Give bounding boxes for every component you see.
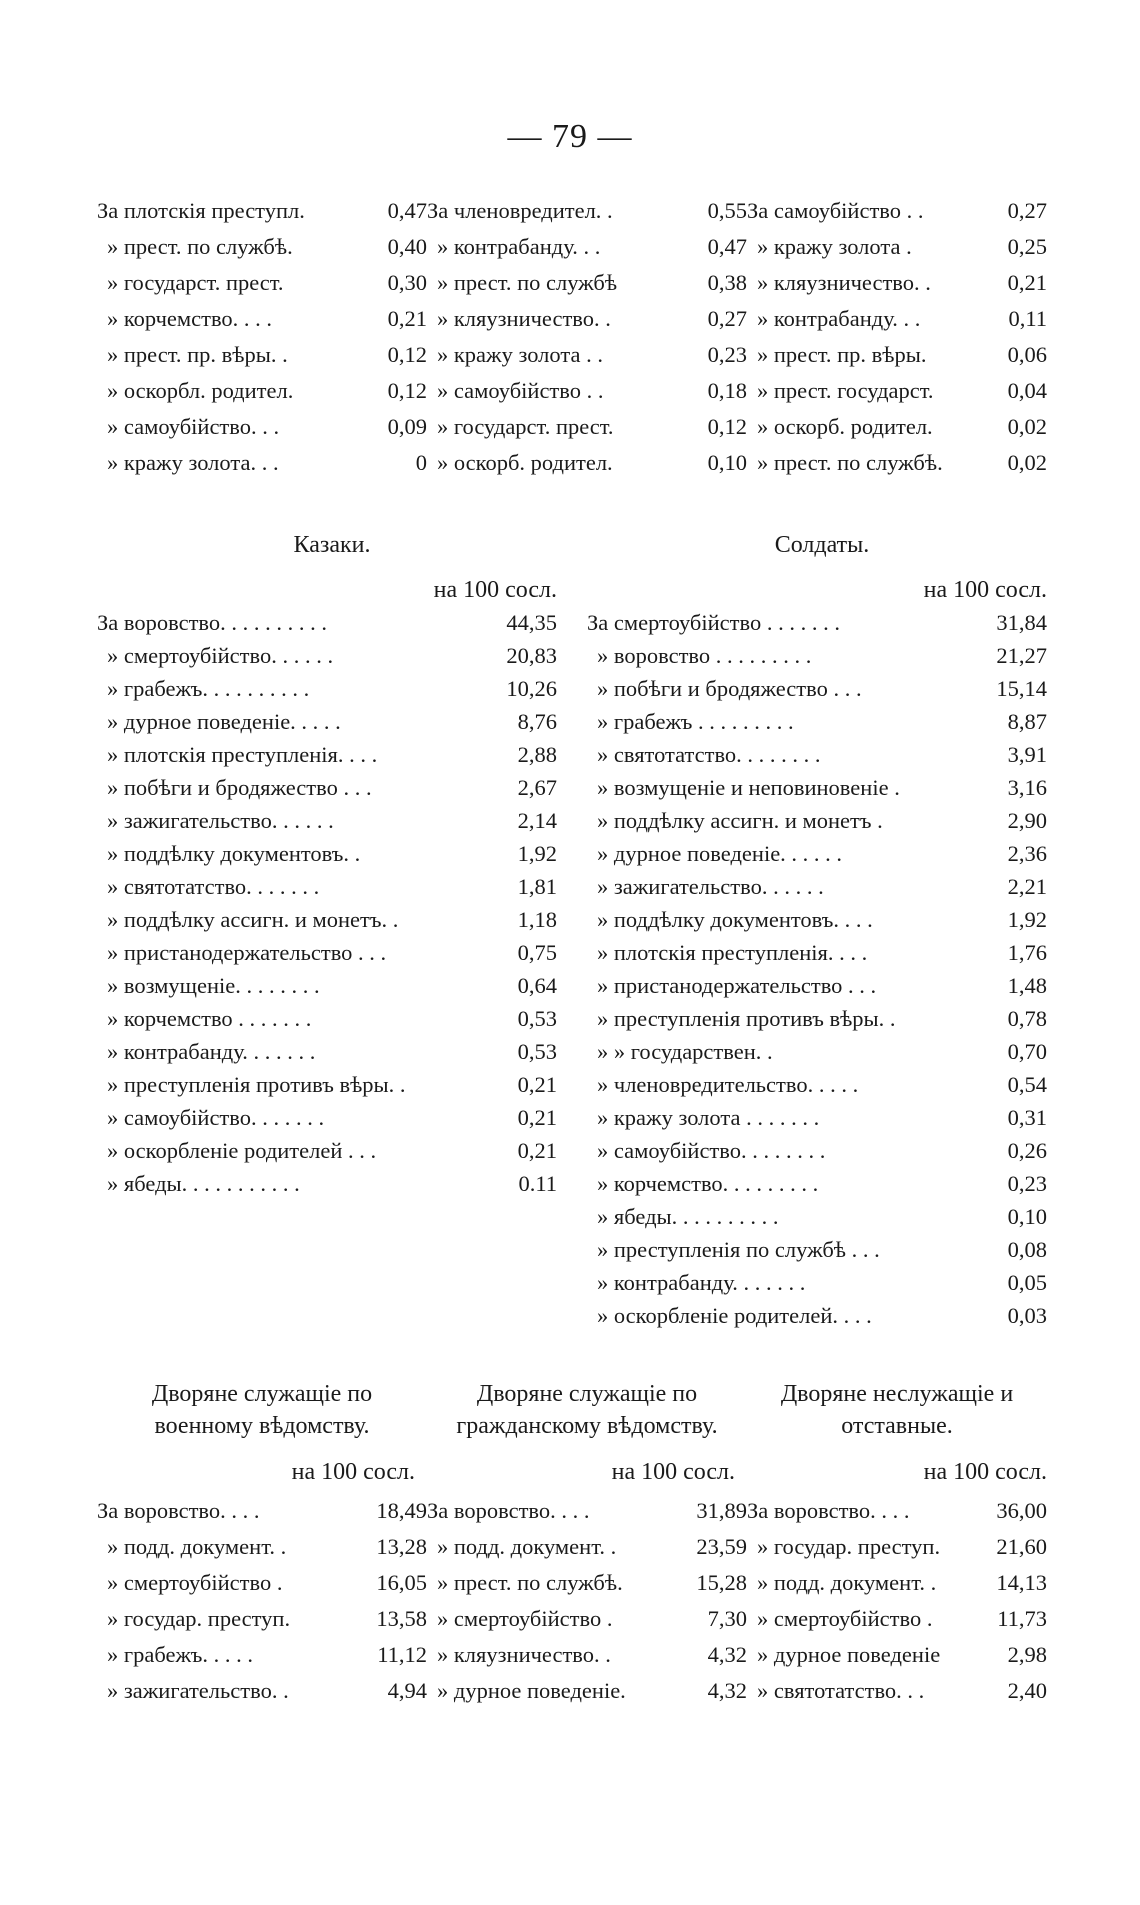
table-row	[97, 1570, 427, 1606]
row-value: 1,48	[1007, 973, 1047, 998]
row-value: 10,26	[506, 676, 557, 701]
row-value: 0,47	[707, 234, 747, 259]
row-value: 1,92	[1007, 907, 1047, 932]
row-value: 2,21	[1007, 874, 1047, 899]
row-label: » поддѣлку ассигн. и монетъ. .	[107, 907, 399, 932]
table-row	[97, 450, 427, 486]
row-value: 11,73	[997, 1606, 1047, 1631]
row-value: 0,10	[1007, 1204, 1047, 1229]
row-label: » подд. документ. .	[437, 1534, 617, 1559]
row-label: За воровство. . . . . . . . . .	[97, 610, 328, 635]
row-label: » самоубійство. . .	[107, 414, 280, 439]
row-label: » контрабанду. . . . . . .	[107, 1039, 316, 1064]
table-row	[97, 940, 557, 973]
bottom-table	[97, 1378, 1047, 1714]
row-label: » подд. документ. .	[107, 1534, 287, 1559]
row-value: 2,90	[1007, 808, 1047, 833]
table-row	[427, 1678, 747, 1714]
row-value: 4,94	[387, 1678, 427, 1703]
table-row	[747, 342, 1047, 378]
bottom-col-3	[747, 1378, 1047, 1714]
kazaki-section	[97, 532, 557, 1336]
table-row	[97, 808, 557, 841]
row-value: 15,28	[696, 1570, 747, 1595]
table-row	[587, 808, 1047, 841]
top-col-1	[97, 198, 427, 486]
table-row	[587, 742, 1047, 775]
row-value: 0,03	[1007, 1303, 1047, 1328]
row-label: » государст. прест.	[107, 270, 284, 295]
row-value: 0,54	[1007, 1072, 1047, 1097]
table-row	[427, 1606, 747, 1642]
table-row	[587, 874, 1047, 907]
kazaki-title: Казаки.	[293, 532, 371, 558]
row-label: » подд. документ. .	[757, 1570, 937, 1595]
row-label: » смертоубійство .	[107, 1570, 283, 1595]
table-row	[427, 234, 747, 270]
row-value: 13,58	[376, 1606, 427, 1631]
row-value: 0,09	[387, 414, 427, 439]
row-label: » дурное поведеніе. . . . . .	[597, 841, 843, 866]
table-row	[587, 643, 1047, 676]
table-row	[97, 841, 557, 874]
row-value: 0,53	[517, 1006, 557, 1031]
row-value: 0,02	[1007, 414, 1047, 439]
row-value: 0,08	[1007, 1237, 1047, 1262]
row-value: 0,38	[707, 270, 747, 295]
table-row	[587, 940, 1047, 973]
table-row	[97, 676, 557, 709]
row-value: 2,14	[517, 808, 557, 833]
row-label: » смертоубійство .	[437, 1606, 613, 1631]
row-label: » смертоубійство. . . . . .	[107, 643, 334, 668]
table-row	[587, 1237, 1047, 1270]
row-label: » членовредительство. . . . .	[597, 1072, 859, 1097]
table-row	[427, 414, 747, 450]
row-label: » самоубійство . .	[437, 378, 604, 403]
row-value: 2,36	[1007, 841, 1047, 866]
table-row	[97, 610, 557, 643]
soldaty-subtitle: на 100 сосл.	[923, 577, 1047, 603]
row-value: 0,21	[517, 1072, 557, 1097]
row-label: » грабежъ. . . . .	[107, 1642, 253, 1667]
row-label: » поддѣлку ассигн. и монетъ .	[597, 808, 883, 833]
row-label: » побѣги и бродяжество . . .	[597, 676, 862, 701]
table-row	[747, 1570, 1047, 1606]
row-value: 3,91	[1007, 742, 1047, 767]
row-label: » пристанодержательство . . .	[597, 973, 877, 998]
top-col-2	[427, 198, 747, 486]
table-row	[97, 1006, 557, 1039]
table-row	[427, 1570, 747, 1606]
table-row	[97, 378, 427, 414]
table-row	[427, 270, 747, 306]
row-value: 21,60	[996, 1534, 1047, 1559]
bottom-col-2	[427, 1378, 747, 1714]
row-label: » прест. пр. вѣры.	[757, 342, 927, 367]
row-label: » государ. преступ.	[757, 1534, 941, 1559]
two-col-section	[97, 532, 1047, 1336]
row-value: 0,06	[1007, 342, 1047, 367]
row-label: » оскорбленіе родителей . . .	[107, 1138, 377, 1163]
row-label: За воровство. . . .	[97, 1498, 260, 1523]
row-value: 1,18	[517, 907, 557, 932]
row-value: 0,21	[387, 306, 427, 331]
table-row	[587, 1270, 1047, 1303]
bottom-col-1	[97, 1378, 427, 1714]
table-row	[97, 643, 557, 676]
row-value: 2,88	[517, 742, 557, 767]
table-row	[747, 198, 1047, 234]
row-label: » возмущеніе. . . . . . . .	[107, 973, 320, 998]
row-value: 0,21	[517, 1105, 557, 1130]
row-value: 1,81	[517, 874, 557, 899]
top-table	[97, 198, 1047, 486]
row-label: » государ. преступ.	[107, 1606, 291, 1631]
row-label: » контрабанду. . .	[437, 234, 601, 259]
row-value: 18,49	[376, 1498, 427, 1523]
row-label: » корчемство. . . . . . . . .	[597, 1171, 819, 1196]
row-value: 7,30	[707, 1606, 747, 1631]
row-label: » поддѣлку документовъ. .	[107, 841, 361, 866]
row-label: » воровство . . . . . . . . .	[597, 643, 812, 668]
table-row	[97, 234, 427, 270]
table-row	[747, 270, 1047, 306]
row-value: 0,30	[387, 270, 427, 295]
table-row	[747, 1534, 1047, 1570]
table-row	[587, 1303, 1047, 1336]
row-label: » ябеды. . . . . . . . . .	[597, 1204, 779, 1229]
table-row	[97, 1039, 557, 1072]
table-row	[747, 378, 1047, 414]
row-value: 31,84	[996, 610, 1047, 635]
row-value: 0,64	[517, 973, 557, 998]
table-row	[97, 907, 557, 940]
row-value: 4,32	[707, 1642, 747, 1667]
row-value: 0,78	[1007, 1006, 1047, 1031]
row-label: » зажигательство. . . . . .	[597, 874, 824, 899]
page-number: — 79 —	[507, 118, 633, 155]
row-label: » плотскія преступленія. . . .	[107, 742, 378, 767]
table-row	[97, 775, 557, 808]
row-value: 8,76	[517, 709, 557, 734]
row-value: 2,98	[1007, 1642, 1047, 1667]
bottom-col-2-subtitle: на 100 сосл.	[611, 1459, 735, 1485]
table-row	[97, 742, 557, 775]
row-value: 1,76	[1007, 940, 1047, 965]
row-value: 44,35	[506, 610, 557, 635]
row-value: 36,00	[996, 1498, 1047, 1523]
row-label: » кляузничество. .	[437, 306, 611, 331]
row-label: » кражу золота . .	[437, 342, 603, 367]
row-label: » преступленія противъ вѣры. .	[597, 1006, 896, 1031]
bottom-col-3-rows	[747, 1498, 1047, 1714]
table-row	[97, 1678, 427, 1714]
soldaty-section	[587, 532, 1047, 1336]
row-label: » дурное поведеніе. . . . .	[107, 709, 341, 734]
row-label: » контрабанду. . . . . . .	[597, 1270, 806, 1295]
row-label: » ябеды. . . . . . . . . . .	[107, 1171, 300, 1196]
row-label: » прест. по службѣ	[437, 270, 618, 295]
bottom-col-2-title: Дворяне служащіе по гражданскому вѣдомству.	[456, 1381, 718, 1439]
table-row	[587, 709, 1047, 742]
row-label: За смертоубійство . . . . . . .	[587, 610, 840, 635]
row-value: 0,21	[517, 1138, 557, 1163]
table-row	[427, 198, 747, 234]
row-label: » святотатство. . . . . . .	[107, 874, 320, 899]
table-row	[97, 1105, 557, 1138]
bottom-col-3-subtitle: на 100 сосл.	[923, 1459, 1047, 1485]
row-label: » контрабанду. . .	[757, 306, 921, 331]
row-label: За плотскія преступл.	[97, 198, 305, 223]
row-value: 0,23	[1007, 1171, 1047, 1196]
row-value: 0	[415, 450, 427, 475]
row-value: 0,40	[387, 234, 427, 259]
row-value: 0,12	[707, 414, 747, 439]
table-row	[97, 973, 557, 1006]
row-label: » возмущеніе и неповиновеніе .	[597, 775, 900, 800]
bottom-col-1-rows	[97, 1498, 427, 1714]
row-label: » преступленія противъ вѣры. .	[107, 1072, 406, 1097]
table-row	[427, 342, 747, 378]
table-row	[97, 1606, 427, 1642]
row-label: » дурное поведеніе	[757, 1642, 941, 1667]
table-row	[747, 1678, 1047, 1714]
row-label: » самоубійство. . . . . . .	[107, 1105, 325, 1130]
table-row	[587, 907, 1047, 940]
row-label: » грабежъ . . . . . . . . .	[597, 709, 794, 734]
table-row	[97, 1642, 427, 1678]
row-value: 0,31	[1007, 1105, 1047, 1130]
row-label: » грабежъ. . . . . . . . . .	[107, 676, 310, 701]
kazaki-rows	[97, 610, 557, 1204]
row-value: 8,87	[1007, 709, 1047, 734]
row-value: 0,26	[1007, 1138, 1047, 1163]
row-value: 0,21	[1007, 270, 1047, 295]
row-value: 2,67	[517, 775, 557, 800]
table-row	[587, 1072, 1047, 1105]
table-row	[587, 1105, 1047, 1138]
table-row	[587, 676, 1047, 709]
table-row	[747, 1642, 1047, 1678]
table-row	[747, 414, 1047, 450]
table-row	[427, 1498, 747, 1534]
row-value: 13,28	[376, 1534, 427, 1559]
row-value: 0,55	[707, 198, 747, 223]
row-label: » оскорбл. родител.	[107, 378, 294, 403]
table-row	[427, 450, 747, 486]
table-row	[427, 378, 747, 414]
row-label: » кражу золота .	[757, 234, 912, 259]
table-row	[97, 1072, 557, 1105]
row-value: 15,14	[996, 676, 1047, 701]
row-label: » преступленія по службѣ . . .	[597, 1237, 880, 1262]
table-row	[747, 1606, 1047, 1642]
row-value: 0,12	[387, 342, 427, 367]
row-label: » кражу золота. . .	[107, 450, 279, 475]
row-label: » кляузничество. .	[757, 270, 931, 295]
row-value: 4,32	[707, 1678, 747, 1703]
row-label: » прест. по службѣ.	[757, 450, 943, 475]
row-label: » корчемство . . . . . . .	[107, 1006, 312, 1031]
row-label: » государст. прест.	[437, 414, 614, 439]
table-row	[97, 270, 427, 306]
table-row	[97, 709, 557, 742]
row-label: » кражу золота . . . . . . .	[597, 1105, 820, 1130]
soldaty-rows	[587, 610, 1047, 1336]
row-value: 0,75	[517, 940, 557, 965]
table-row	[97, 1138, 557, 1171]
row-label: » оскорбленіе родителей. . . .	[597, 1303, 872, 1328]
row-value: 2,40	[1007, 1678, 1047, 1703]
table-row	[587, 1138, 1047, 1171]
row-label: » смертоубійство .	[757, 1606, 933, 1631]
row-label: За воровство. . . .	[747, 1498, 910, 1523]
row-value: 3,16	[1007, 775, 1047, 800]
row-value: 1,92	[517, 841, 557, 866]
row-label: » святотатство. . . . . . . .	[597, 742, 821, 767]
row-label: » оскорб. родител.	[437, 450, 613, 475]
table-row	[587, 1171, 1047, 1204]
row-label: » зажигательство. . . . . .	[107, 808, 334, 833]
table-row	[97, 874, 557, 907]
bottom-col-2-rows	[427, 1498, 747, 1714]
table-row	[427, 1642, 747, 1678]
row-value: 0,11	[1008, 306, 1047, 331]
row-label: » плотскія преступленія. . . .	[597, 940, 868, 965]
row-value: 0,12	[387, 378, 427, 403]
row-value: 31,89	[696, 1498, 747, 1523]
row-label: За воровство. . . .	[427, 1498, 590, 1523]
row-label: » побѣги и бродяжество . . .	[107, 775, 372, 800]
row-value: 0,47	[387, 198, 427, 223]
row-value: 0,02	[1007, 450, 1047, 475]
row-label: » кляузничество. .	[437, 1642, 611, 1667]
table-row	[97, 1534, 427, 1570]
row-value: 11,12	[377, 1642, 427, 1667]
row-label: » корчемство. . . .	[107, 306, 273, 331]
row-label: » зажигательство. .	[107, 1678, 289, 1703]
table-row	[747, 306, 1047, 342]
row-label: » самоубійство. . . . . . . .	[597, 1138, 826, 1163]
bottom-col-3-title: Дворяне неслужащіе и отставные.	[780, 1381, 1014, 1439]
table-row	[587, 1006, 1047, 1039]
table-row	[587, 841, 1047, 874]
row-value: 0,04	[1007, 378, 1047, 403]
row-label: За членовредител. .	[427, 198, 613, 223]
row-label: » прест. государст.	[757, 378, 934, 403]
table-row	[97, 306, 427, 342]
row-label: » прест. по службѣ.	[107, 234, 293, 259]
table-row	[97, 198, 427, 234]
row-value: 0,70	[1007, 1039, 1047, 1064]
row-label: » » государствен. .	[597, 1039, 773, 1064]
top-col-3	[747, 198, 1047, 486]
bottom-col-1-subtitle: на 100 сосл.	[291, 1459, 415, 1485]
row-value: 0,27	[1007, 198, 1047, 223]
soldaty-title: Солдаты.	[774, 532, 870, 558]
row-label: » поддѣлку документовъ. . . .	[597, 907, 873, 932]
table-row	[747, 1498, 1047, 1534]
table-row	[427, 1534, 747, 1570]
row-label: » прест. по службѣ.	[437, 1570, 623, 1595]
row-label: » прест. пр. вѣры. .	[107, 342, 288, 367]
row-value: 0,18	[707, 378, 747, 403]
bottom-col-1-title: Дворяне служащіе по военному вѣдомству.	[151, 1381, 373, 1439]
table-row	[587, 973, 1047, 1006]
row-label: » оскорб. родител.	[757, 414, 933, 439]
row-label: » пристанодержательство . . .	[107, 940, 387, 965]
table-row	[97, 414, 427, 450]
table-row	[587, 775, 1047, 808]
row-value: 0,10	[707, 450, 747, 475]
row-value: 0,27	[707, 306, 747, 331]
row-value: 0,05	[1007, 1270, 1047, 1295]
kazaki-subtitle: на 100 сосл.	[433, 577, 557, 603]
row-label: » дурное поведеніе.	[437, 1678, 626, 1703]
row-value: 20,83	[506, 643, 557, 668]
row-value: 21,27	[996, 643, 1047, 668]
row-value: 14,13	[996, 1570, 1047, 1595]
row-value: 0,25	[1007, 234, 1047, 259]
row-label: » святотатство. . .	[757, 1678, 925, 1703]
table-row	[97, 1498, 427, 1534]
table-row	[97, 1171, 557, 1204]
row-value: 0,23	[707, 342, 747, 367]
row-value: 23,59	[696, 1534, 747, 1559]
row-label: За самоубійство . .	[747, 198, 924, 223]
table-row	[587, 1039, 1047, 1072]
table-row	[587, 1204, 1047, 1237]
table-row	[747, 234, 1047, 270]
row-value: 0,53	[517, 1039, 557, 1064]
table-row	[97, 342, 427, 378]
table-row	[587, 610, 1047, 643]
row-value: 0.11	[518, 1171, 557, 1196]
table-row	[427, 306, 747, 342]
table-row	[747, 450, 1047, 486]
row-value: 16,05	[376, 1570, 427, 1595]
